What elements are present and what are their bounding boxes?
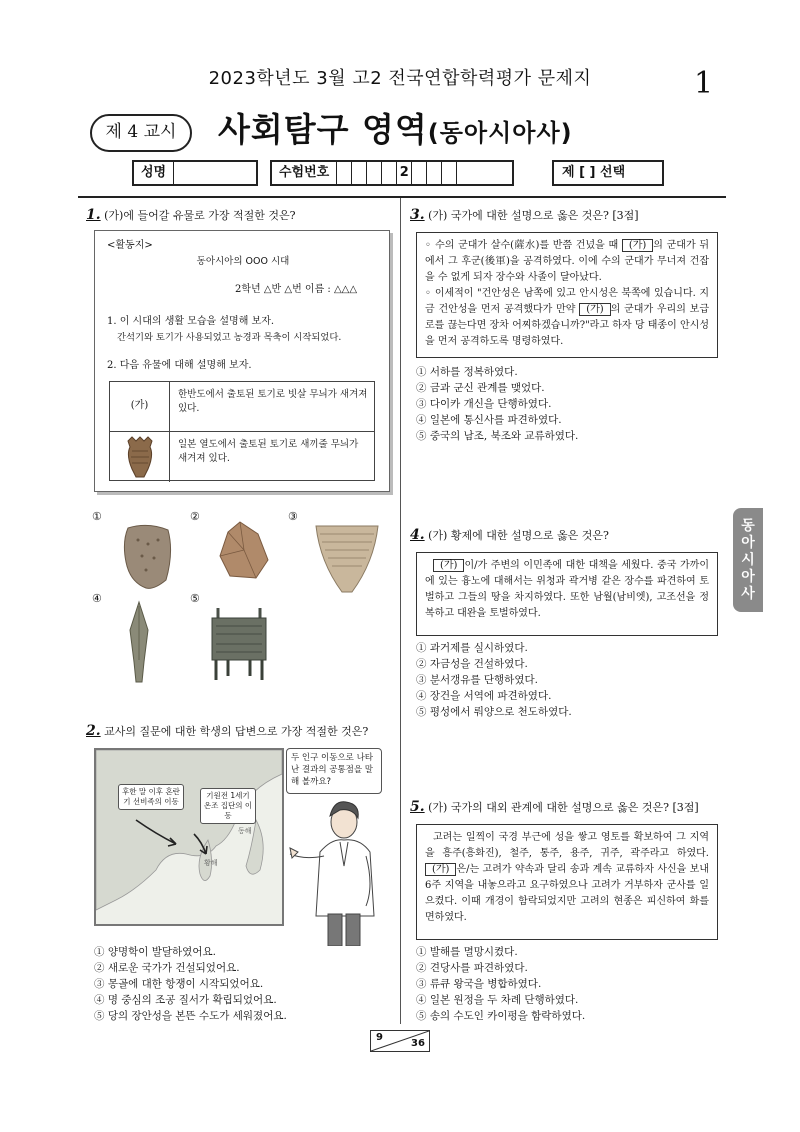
subject-main: 사회탐구 영역 <box>218 110 428 149</box>
exam-digit-cell[interactable] <box>457 162 472 184</box>
table-row-label: (가) <box>110 382 170 431</box>
activity-title: 동아시아의 OOO 시대 <box>196 256 290 267</box>
question-5-passage: 고려는 일찍이 국경 부근에 성을 쌓고 영토를 확보하여 그 지역을 흥주(흥화진), 철주, 통주, 용주, 귀주, 곽주라고 하였다. (가) 은/는 고려가 약속과 달리 송과 계속 교류하자 사신을 보내 6주 지역을 내놓으라고 요구하였으나 고려가 거부하자 군사를 일으켰다. 이때 개경이 함락되었지만 고려의 현종은 피신하여 화를 면하였다. <box>416 824 718 940</box>
table-row-text: 일본 열도에서 출토된 토기로 새끼줄 무늬가 새겨져 있다. <box>178 439 359 464</box>
activity-tag: <활동지> <box>107 240 153 251</box>
q3-choice-1[interactable]: ① 서하를 정복하였다. <box>416 366 518 378</box>
exam-number-label: 수험번호 <box>272 162 337 184</box>
table-row <box>110 432 374 482</box>
teacher-figure <box>284 796 388 950</box>
exam-title: 2023학년도 3월 고2 전국연합학력평가 문제지 <box>208 68 592 89</box>
exam-digit-cell[interactable] <box>382 162 397 184</box>
activity-item-1-answer: 간석기와 토기가 사용되었고 농경과 목축이 시작되었다. <box>117 332 342 343</box>
exam-number-box <box>270 160 514 186</box>
question-5-header <box>410 800 699 815</box>
question-5-number: 5. <box>410 799 425 815</box>
column-divider <box>400 198 401 1024</box>
q3-choice-3[interactable]: ③ 다이카 개신을 단행하였다. <box>416 398 552 410</box>
exam-digit-cell[interactable] <box>427 162 442 184</box>
choice-5-marker[interactable]: ⑤ <box>190 592 200 605</box>
choice-3-marker[interactable]: ③ <box>288 510 298 523</box>
migration-map <box>94 748 284 926</box>
name-field[interactable] <box>174 162 256 184</box>
question-2-header <box>86 724 368 739</box>
name-box <box>132 160 258 186</box>
table-row <box>110 382 374 432</box>
q2-choice-4[interactable]: ④ 명 중심의 조공 질서가 확립되었어요. <box>94 994 277 1006</box>
question-5-text: (가) 국가의 대외 관계에 대한 설명으로 옳은 것은? [3점] <box>428 801 699 814</box>
session-badge: 제 4 교시 <box>90 114 192 152</box>
artifact-5-image <box>204 604 274 688</box>
q2-choice-1[interactable]: ① 양명학이 발달하였어요. <box>94 946 216 958</box>
activity-item-1: 1. 이 시대의 생활 모습을 설명해 보자. <box>107 316 275 327</box>
map-label-xianbei: 후한 말 이후 혼란기 선비족의 이동 <box>118 784 184 810</box>
question-3-header <box>410 208 639 223</box>
map-label-onjo: 기원전 1세기 온조 집단의 이동 <box>200 788 256 824</box>
choice-label: 제 [ ] 선택 <box>562 165 626 180</box>
q4-choice-3[interactable]: ③ 분서갱유를 단행하였다. <box>416 674 538 686</box>
subject-side-tab: 동아시아사 <box>733 508 763 612</box>
q3-choice-4[interactable]: ④ 일본에 통신사를 파견하였다. <box>416 414 562 426</box>
q4-choice-5[interactable]: ⑤ 평성에서 뤄양으로 천도하였다. <box>416 706 572 718</box>
question-1-number: 1. <box>86 207 101 223</box>
table-row-text: 한반도에서 출토된 토기로 빗살 무늬가 새겨져 있다. <box>178 389 368 414</box>
question-3-text: (가) 국가에 대한 설명으로 옳은 것은? [3점] <box>428 209 639 222</box>
choice-4-marker[interactable]: ④ <box>92 592 102 605</box>
exam-digit-cell[interactable] <box>337 162 352 184</box>
question-1-header <box>86 208 295 223</box>
choice-1-marker[interactable]: ① <box>92 510 102 523</box>
exam-digit-cell[interactable] <box>367 162 382 184</box>
question-2-text: 교사의 질문에 대한 학생의 답변으로 가장 적절한 것은? <box>104 725 369 738</box>
q5-choice-2[interactable]: ② 견당사를 파견하였다. <box>416 962 528 974</box>
question-4-header <box>410 528 609 543</box>
q3-choice-5[interactable]: ⑤ 중국의 남조, 북조와 교류하였다. <box>416 430 579 442</box>
exam-digit-cell[interactable] <box>442 162 457 184</box>
question-3-passage <box>416 232 718 358</box>
question-4-passage: (가) 이/가 주변의 이민족에 대한 대책을 세웠다. 중국 가까이에 있는 흉노에 대해서는 위청과 곽거병 같은 장수를 파견하여 토벌하고 그들의 땅을 차지하였다. 또한 남월(남비엣), 고조선을 정복하고 대완을 토벌하였다. <box>416 552 718 636</box>
choice-box <box>552 160 664 186</box>
question-2-number: 2. <box>86 723 101 739</box>
q4-choice-2[interactable]: ② 자금성을 건설하였다. <box>416 658 528 670</box>
artifact-2-image <box>216 520 272 586</box>
activity-student: 2학년 △반 △번 이름 : △△△ <box>235 284 358 295</box>
q4-choice-4[interactable]: ④ 장건을 서역에 파견하였다. <box>416 690 552 702</box>
q5-choice-5[interactable]: ⑤ 송의 수도인 카이펑을 함락하였다. <box>416 1010 586 1022</box>
map-sea-east-label: 동해 <box>238 827 252 835</box>
q3-choice-2[interactable]: ② 금과 군신 관계를 맺었다. <box>416 382 545 394</box>
question-4-text: (가) 황제에 대한 설명으로 옳은 것은? <box>428 529 609 542</box>
blank-ga: (가) <box>579 303 610 316</box>
artifact-3-image <box>312 522 382 600</box>
subject-title <box>218 104 573 151</box>
q2-choice-3[interactable]: ③ 몽골에 대한 항쟁이 시작되었어요. <box>94 978 264 990</box>
exam-digit-cell[interactable] <box>412 162 427 184</box>
q5-choice-1[interactable]: ① 발해를 멸망시켰다. <box>416 946 518 958</box>
question-4-number: 4. <box>410 527 425 543</box>
activity-item-2: 2. 다음 유물에 대해 설명해 보자. <box>107 360 252 371</box>
pottery-jomon-image <box>110 432 170 482</box>
question-3-number: 3. <box>410 207 425 223</box>
activity-sheet <box>94 230 390 492</box>
artifact-4-image <box>124 600 154 688</box>
page-number: 1 <box>694 66 714 101</box>
exam-digit-cell[interactable]: 2 <box>397 162 412 184</box>
map-sea-yellow-label: 황해 <box>204 859 218 867</box>
teacher-speech-bubble: 두 인구 이동으로 나타난 결과의 공통점을 말해 볼까요? <box>286 748 382 794</box>
page-total: 36 <box>411 1038 425 1049</box>
blank-ga: (가) <box>622 239 653 252</box>
subject-sub: (동아시아사) <box>427 119 573 147</box>
q5-choice-4[interactable]: ④ 일본 원정을 두 차례 단행하였다. <box>416 994 579 1006</box>
blank-ga: (가) <box>425 863 456 876</box>
artifact-1-image <box>118 522 176 596</box>
exam-digit-cell[interactable] <box>352 162 367 184</box>
artifact-table <box>109 381 375 481</box>
q4-choice-1[interactable]: ① 과거제를 실시하였다. <box>416 642 528 654</box>
blank-ga: (가) <box>433 559 464 572</box>
name-label: 성명 <box>134 162 174 184</box>
passage-3-para-2: ◦ 이세적이 "건안성은 남쪽에 있고 안시성은 북쪽에 있습니다. 지금 건안성을 먼저 공격했다가 만약 (가) 의 군대가 우리의 보급로를 끊는다면 장차 어찌하겠습니까?"라고 하자 당 태종이 안시성을 먼저 공격하도록 명령하였다. <box>425 288 709 347</box>
question-1-text: (가)에 들어갈 유물로 가장 적절한 것은? <box>104 209 296 222</box>
page-indicator <box>370 1030 430 1052</box>
q2-choice-2[interactable]: ② 새로운 국가가 건설되었어요. <box>94 962 240 974</box>
header-rule <box>78 196 726 198</box>
page-current: 9 <box>376 1032 383 1043</box>
q5-choice-3[interactable]: ③ 류큐 왕국을 병합하였다. <box>416 978 542 990</box>
choice-2-marker[interactable]: ② <box>190 510 200 523</box>
passage-3-para-1: ◦ 수의 군대가 살수(薩水)를 반쯤 건넜을 때 (가) 의 군대가 뒤에서 그 후군(後軍)을 공격하였다. 이에 수의 군대가 무너져 건잡을 수 없게 되자 장수와 사졸이 달아났다. <box>425 240 709 283</box>
q2-choice-5[interactable]: ⑤ 당의 장안성을 본뜬 수도가 세워졌어요. <box>94 1010 287 1022</box>
